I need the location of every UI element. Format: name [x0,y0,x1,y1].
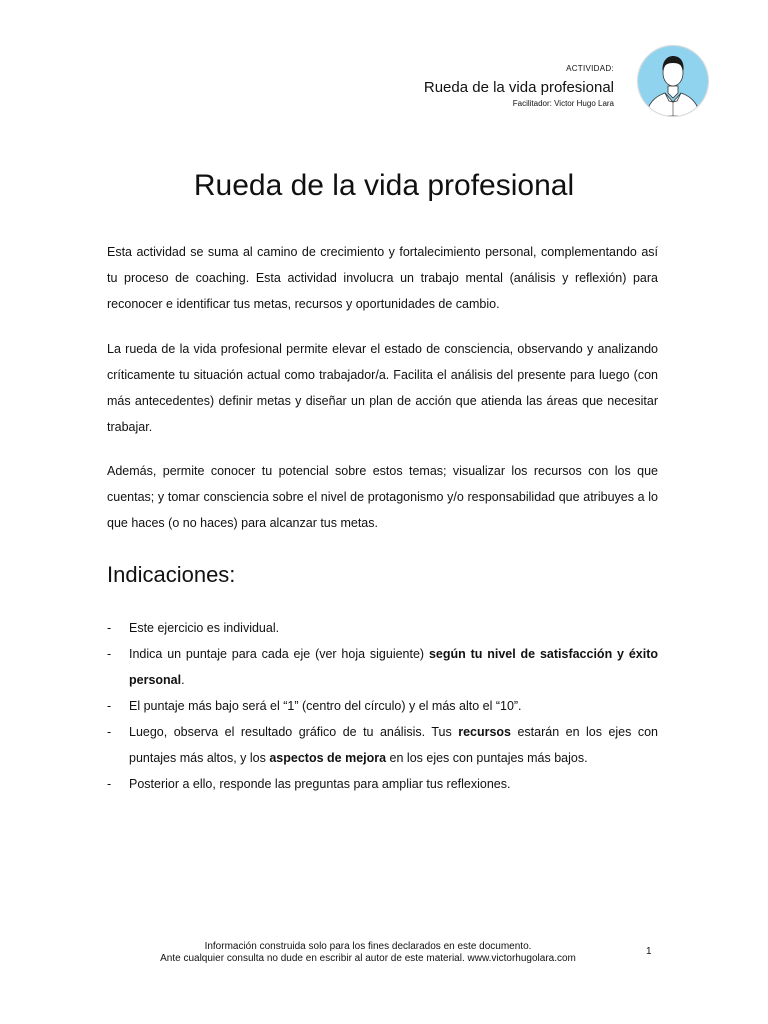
activity-label: ACTIVIDAD: [566,64,614,73]
page-footer [110,941,626,965]
list-bullet: - [107,725,112,739]
person-avatar-icon [638,46,708,116]
list-bullet: - [107,699,112,713]
list-item [107,719,658,771]
list-item-bold: recursos [458,725,512,739]
list-item-text: en los ejes con puntajes más bajos. [386,751,588,765]
list-item-text: estarán en los ejes con puntajes más altos, y los [129,725,659,765]
list-item-text: Luego, observa el resultado gráfico de tu análisis. Tus [129,725,459,739]
list-item [107,615,658,641]
footer-line: Información construida solo para los fines declarados en este documento. [204,941,532,952]
list-item [107,771,658,797]
list-bullet: - [107,621,112,635]
section-title: Indicaciones: [107,562,236,587]
potential-paragraph: Además, permite conocer tu potencial sobre estos temas; visualizar los recursos con los que cuentas; y tomar consciencia sobre el nivel de protagonismo y/o responsabilidad que atribuyes a lo que haces (o no haces) para alcanzar tus metas. [107,464,658,530]
list-bullet: - [107,647,112,661]
list-item-bold: aspectos de mejora [269,751,387,765]
page-title: Rueda de la vida profesional [193,169,575,202]
header-title: Rueda de la vida profesional [423,79,614,96]
list-item-text: Posterior a ello, responde las preguntas para ampliar tus reflexiones. [129,777,511,791]
description-paragraph: La rueda de la vida profesional permite elevar el estado de consciencia, observando y analizando críticamente tu situación actual como trabajador/a. Facilita el análisis del presente para luego (con más antecedentes) definir metas y diseñar un plan de acción que atienda las áreas que necesitar trabajar. [107,342,658,434]
list-bullet: - [107,777,112,791]
list-item [107,641,658,693]
instructions-list [107,615,658,797]
page-number: 1 [646,946,652,957]
facilitator-text: Facilitador: Victor Hugo Lara [512,99,614,108]
list-item-text: El puntaje más bajo será el “1” (centro del círculo) y el más alto el “10”. [129,699,522,713]
intro-paragraph: Esta actividad se suma al camino de crecimiento y fortalecimiento personal, complementando así tu proceso de coaching. Esta actividad involucra un trabajo mental (análisis y reflexión) para reconocer e identificar tus metas, recursos y oportunidades de cambio. [107,245,658,311]
list-item-text: Este ejercicio es individual. [129,621,280,635]
avatar [637,45,709,117]
list-item [107,693,658,719]
page-header [424,64,614,110]
footer-line: Ante cualquier consulta no dude en escribir al autor de este material. www.victorhugolara.com [160,953,576,964]
list-item-text: . [181,673,185,687]
list-item-text: Indica un puntaje para cada eje (ver hoja siguiente) [129,647,429,661]
list-item-bold: según tu nivel de satisfacción y éxito personal [129,647,658,687]
